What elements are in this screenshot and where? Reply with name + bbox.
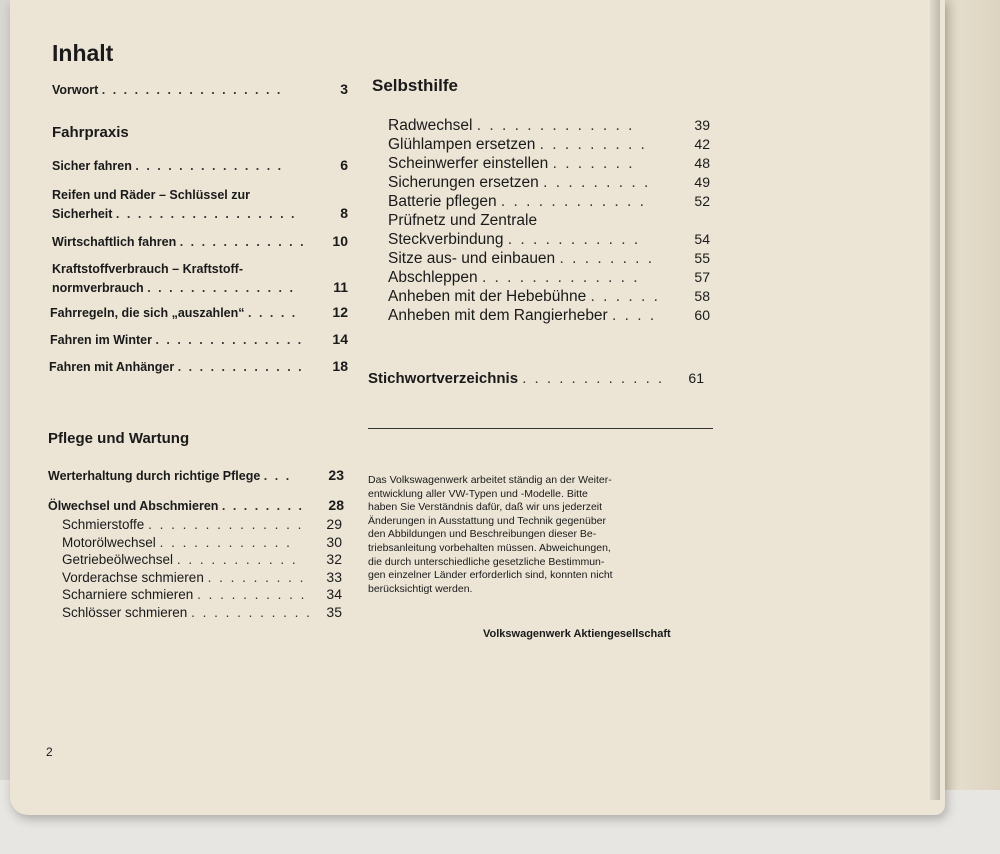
toc-page: 14 — [332, 331, 348, 347]
toc-page: 30 — [326, 533, 342, 550]
toc-page: 23 — [328, 467, 344, 483]
toc-label: Vorwort — [52, 83, 99, 97]
toc-label: Sicherungen ersetzen — [388, 174, 539, 191]
toc-page: 61 — [688, 370, 704, 386]
toc-label: Radwechsel — [388, 117, 473, 134]
toc-sub-entry: Schmierstoffe . . . . . . . . . . . . . . 29 — [62, 516, 342, 532]
toc-label: Scheinwerfer einstellen — [388, 155, 549, 172]
toc-entry: Anheben mit dem Rangierheber . . . . 60 — [388, 307, 710, 324]
toc-label: Reifen und Räder – Schlüssel zur — [52, 188, 250, 202]
toc-page: 6 — [340, 157, 348, 173]
toc-page: 12 — [332, 304, 348, 320]
toc-label: Batterie pflegen — [388, 193, 497, 210]
toc-label: Ölwechsel und Abschmieren — [48, 499, 219, 513]
section-heading-selbsthilfe: Selbsthilfe — [372, 76, 458, 95]
toc-entry: Wirtschaftlich fahren . . . . . . . . . . . . 10 — [52, 233, 348, 249]
toc-entry-index: Stichwortverzeichnis . . . . . . . . . . . . 61 — [368, 370, 704, 387]
disclaimer-line: triebsanleitung vorbehalten müssen. Abweichungen, — [368, 541, 611, 554]
toc-page: 35 — [326, 603, 342, 620]
toc-label: Werterhaltung durch richtige Pflege — [48, 469, 261, 483]
disclaimer-line: die durch unterschiedliche gesetzliche Bestimmun- — [368, 555, 605, 568]
toc-page: 33 — [326, 568, 342, 585]
disclaimer-line: berücksichtigt werden. — [368, 582, 473, 595]
toc-entry: Kraftstoffverbrauch – Kraftstoff- normverbrauch . . . . . . . . . . . . . . 11 — [52, 262, 348, 295]
toc-page: 29 — [326, 516, 342, 532]
toc-label: Fahren mit Anhänger — [49, 360, 175, 374]
toc-page: 60 — [694, 307, 710, 323]
toc-entry: Glühlampen ersetzen . . . . . . . . . 42 — [388, 136, 710, 153]
toc-page: 28 — [328, 497, 344, 513]
toc-page: 11 — [333, 279, 348, 295]
toc-entry: Sicher fahren . . . . . . . . . . . . . . 6 — [52, 157, 348, 173]
toc-entry: Sitze aus- und einbauen . . . . . . . . 55 — [388, 250, 710, 267]
disclaimer-paragraph — [368, 474, 708, 596]
toc-label: Schlösser schmieren — [62, 604, 188, 620]
toc-entry: Radwechsel . . . . . . . . . . . . . 39 — [388, 117, 710, 134]
toc-selbsthilfe-list — [388, 116, 710, 325]
toc-sub-entry: Motorölwechsel . . . . . . . . . . . . 30 — [62, 533, 342, 550]
toc-entry: Reifen und Räder – Schlüssel zur Sicherheit . . . . . . . . . . . . . . . . . 8 — [52, 188, 348, 221]
page-fold-shadow — [930, 0, 940, 800]
toc-page: 48 — [694, 155, 710, 171]
toc-entry: Fahren mit Anhänger . . . . . . . . . . . . 18 — [49, 358, 348, 374]
toc-entry: Prüfnetz und Zentrale Steckverbindung . . . . . . . . . . . 54 — [388, 212, 710, 248]
toc-sub-entry: Schlösser schmieren . . . . . . . . . . . 35 — [62, 603, 342, 620]
toc-label: Prüfnetz und Zentrale — [388, 212, 538, 229]
toc-entry-vorwort: Vorwort . . . . . . . . . . . . . . . . . 3 — [52, 81, 348, 97]
toc-page: 39 — [694, 117, 710, 133]
toc-entry: Fahren im Winter . . . . . . . . . . . . . . 14 — [50, 331, 348, 347]
toc-entry: Ölwechsel und Abschmieren . . . . . . . . 28 — [48, 497, 344, 513]
disclaimer-line: gen einzelner Länder erforderlich sind, konnten nicht — [368, 569, 613, 582]
toc-entry: Werterhaltung durch richtige Pflege . . . 23 — [48, 467, 344, 483]
toc-page: 54 — [694, 231, 710, 247]
toc-label: Scharniere schmieren — [62, 587, 194, 602]
page-title: Inhalt — [52, 40, 114, 66]
toc-label: Wirtschaftlich fahren — [52, 235, 177, 249]
toc-label: Fahrregeln, die sich „auszahlen“ — [50, 306, 245, 320]
toc-entry: Sicherungen ersetzen . . . . . . . . . 49 — [388, 174, 710, 191]
toc-sub-list — [62, 516, 342, 621]
disclaimer-line: den Abbildungen und Beschreibungen dieser Be- — [368, 528, 597, 541]
toc-label: Sitze aus- und einbauen — [388, 250, 556, 267]
toc-page: 8 — [340, 205, 348, 221]
toc-page: 42 — [694, 136, 710, 152]
toc-sub-entry: Scharniere schmieren . . . . . . . . . . 34 — [62, 586, 342, 602]
toc-label-continued: normverbrauch — [52, 281, 144, 295]
toc-page: 55 — [694, 250, 710, 266]
toc-entry: Scheinwerfer einstellen . . . . . . . 48 — [388, 155, 710, 172]
toc-page: 10 — [332, 233, 348, 249]
toc-label: Anheben mit der Hebebühne — [388, 288, 587, 305]
toc-page: 49 — [694, 174, 710, 190]
toc-label: Abschleppen — [388, 269, 478, 286]
toc-label: Glühlampen ersetzen — [388, 136, 536, 153]
toc-page: 52 — [694, 193, 710, 209]
signature: Volkswagenwerk Aktiengesellschaft — [483, 628, 671, 640]
page-number: 2 — [46, 745, 53, 759]
disclaimer-line: Änderungen in Ausstattung und Technik gegenüber — [368, 514, 606, 527]
toc-label-continued: Steckverbindung — [388, 231, 504, 248]
toc-label: Fahren im Winter — [50, 333, 152, 347]
toc-label: Getriebeölwechsel — [62, 552, 174, 567]
toc-entry: Fahrregeln, die sich „auszahlen“ . . . . . 12 — [50, 304, 348, 320]
toc-page: 58 — [694, 288, 710, 304]
toc-label: Kraftstoffverbrauch – Kraftstoff- — [52, 262, 243, 276]
toc-label: Sicher fahren — [52, 159, 132, 173]
disclaimer-line: entwicklung aller VW-Typen und -Modelle. Bitte — [368, 487, 588, 500]
toc-page: 18 — [332, 358, 348, 374]
toc-page: 3 — [340, 81, 348, 97]
toc-label: Vorderachse schmieren — [62, 569, 204, 585]
toc-sub-entry: Vorderachse schmieren . . . . . . . . . 33 — [62, 568, 342, 585]
divider-line — [368, 428, 713, 429]
toc-label-continued: Sicherheit — [52, 207, 113, 221]
toc-label: Stichwortverzeichnis — [368, 370, 519, 387]
toc-label: Schmierstoffe — [62, 517, 145, 532]
section-heading-fahrpraxis: Fahrpraxis — [52, 124, 129, 141]
toc-label: Anheben mit dem Rangierheber — [388, 307, 608, 324]
disclaimer-line: Das Volkswagenwerk arbeitet ständig an der Weiter- — [368, 474, 612, 486]
toc-label: Motorölwechsel — [62, 534, 156, 550]
toc-entry: Anheben mit der Hebebühne . . . . . . 58 — [388, 288, 710, 305]
toc-page: 57 — [694, 269, 710, 285]
toc-page: 34 — [326, 586, 342, 602]
toc-sub-entry: Getriebeölwechsel . . . . . . . . . . . 32 — [62, 551, 342, 567]
disclaimer-line: haben Sie Verständnis dafür, daß wir uns jederzeit — [368, 501, 603, 514]
toc-entry: Batterie pflegen . . . . . . . . . . . . 52 — [388, 193, 710, 210]
toc-page: 32 — [326, 551, 342, 567]
section-heading-pflege: Pflege und Wartung — [48, 430, 190, 447]
toc-entry: Abschleppen . . . . . . . . . . . . . 57 — [388, 269, 710, 286]
